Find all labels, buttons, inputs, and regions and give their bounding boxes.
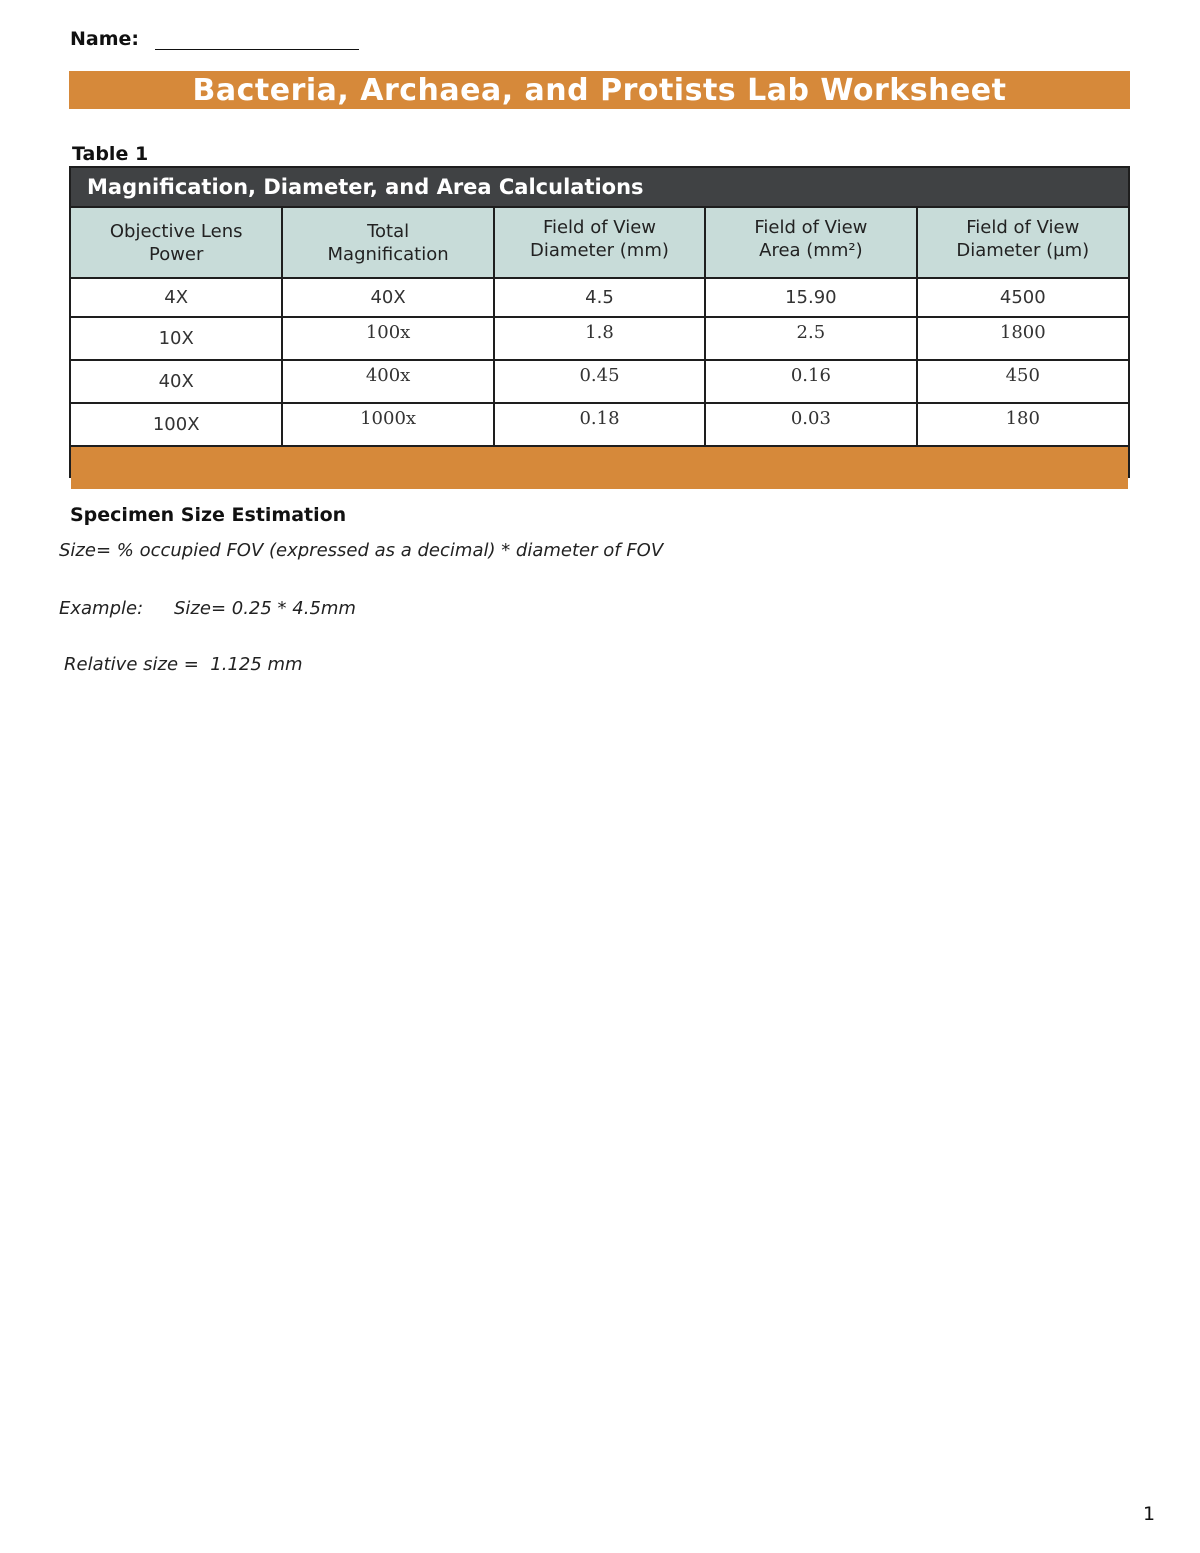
table-cell: 0.45 (494, 360, 705, 403)
table-row (71, 278, 1128, 317)
table-cell: 1.8 (494, 317, 705, 360)
column-header-fov-diameter-um (917, 208, 1128, 278)
table-cell: 4500 (917, 278, 1128, 317)
table-cell: 1800 (917, 317, 1128, 360)
name-label: Name: (70, 28, 140, 50)
table-cell: 0.18 (494, 403, 705, 446)
table-cell: 40X (71, 360, 282, 403)
name-blank-line[interactable] (155, 31, 359, 50)
calculations-grid (71, 208, 1128, 447)
column-header-fov-area (705, 208, 916, 278)
column-header-line: Power (148, 243, 204, 265)
column-header-fov-diameter-mm (494, 208, 705, 278)
column-header-line: Objective Lens (109, 220, 243, 242)
column-header-line: Field of View (542, 217, 656, 238)
example-value: Size= 0.25 * 4.5mm (174, 598, 356, 619)
name-field (70, 28, 359, 50)
table-cell: 0.16 (705, 360, 916, 403)
table-cell: 100x (282, 317, 493, 360)
table-cell: 2.5 (705, 317, 916, 360)
header-row (71, 208, 1128, 278)
worksheet-title: Bacteria, Archaea, and Protists Lab Worksheet (69, 71, 1130, 109)
table-cell: 400x (282, 360, 493, 403)
table-cell: 4.5 (494, 278, 705, 317)
column-header-objective-lens-power (71, 208, 282, 278)
table-row (71, 317, 1128, 360)
column-header-line: Diameter (µm) (956, 240, 1090, 261)
table-cell: 15.90 (705, 278, 916, 317)
column-header-line: Magnification (327, 243, 449, 265)
column-header-line: Field of View (754, 217, 868, 238)
column-header-total-magnification (282, 208, 493, 278)
table-cell: 10X (71, 317, 282, 360)
column-header-line: Total (367, 220, 410, 242)
calculations-table (69, 166, 1130, 478)
table-cell: 100X (71, 403, 282, 446)
table-cell: 1000x (282, 403, 493, 446)
table-row (71, 403, 1128, 446)
column-header-line: Area (mm²) (759, 240, 863, 261)
column-header-line: Field of View (966, 217, 1080, 238)
example-label: Example: (59, 598, 144, 619)
table-row (71, 360, 1128, 403)
column-header-line: Diameter (mm) (530, 240, 669, 261)
table-cell: 450 (917, 360, 1128, 403)
relative-size: Relative size = 1.125 mm (64, 654, 303, 675)
table-cell: 0.03 (705, 403, 916, 446)
table-footer-bar (71, 447, 1128, 489)
table-cell: 40X (282, 278, 493, 317)
page-number: 1 (1143, 1503, 1156, 1525)
size-formula: Size= % occupied FOV (expressed as a decimal) * diameter of FOV (59, 540, 664, 561)
table-caption: Table 1 (72, 143, 149, 165)
table-cell: 4X (71, 278, 282, 317)
table-cell: 180 (917, 403, 1128, 446)
table-title: Magnification, Diameter, and Area Calculations (71, 168, 1128, 208)
specimen-size-heading: Specimen Size Estimation (70, 504, 347, 526)
